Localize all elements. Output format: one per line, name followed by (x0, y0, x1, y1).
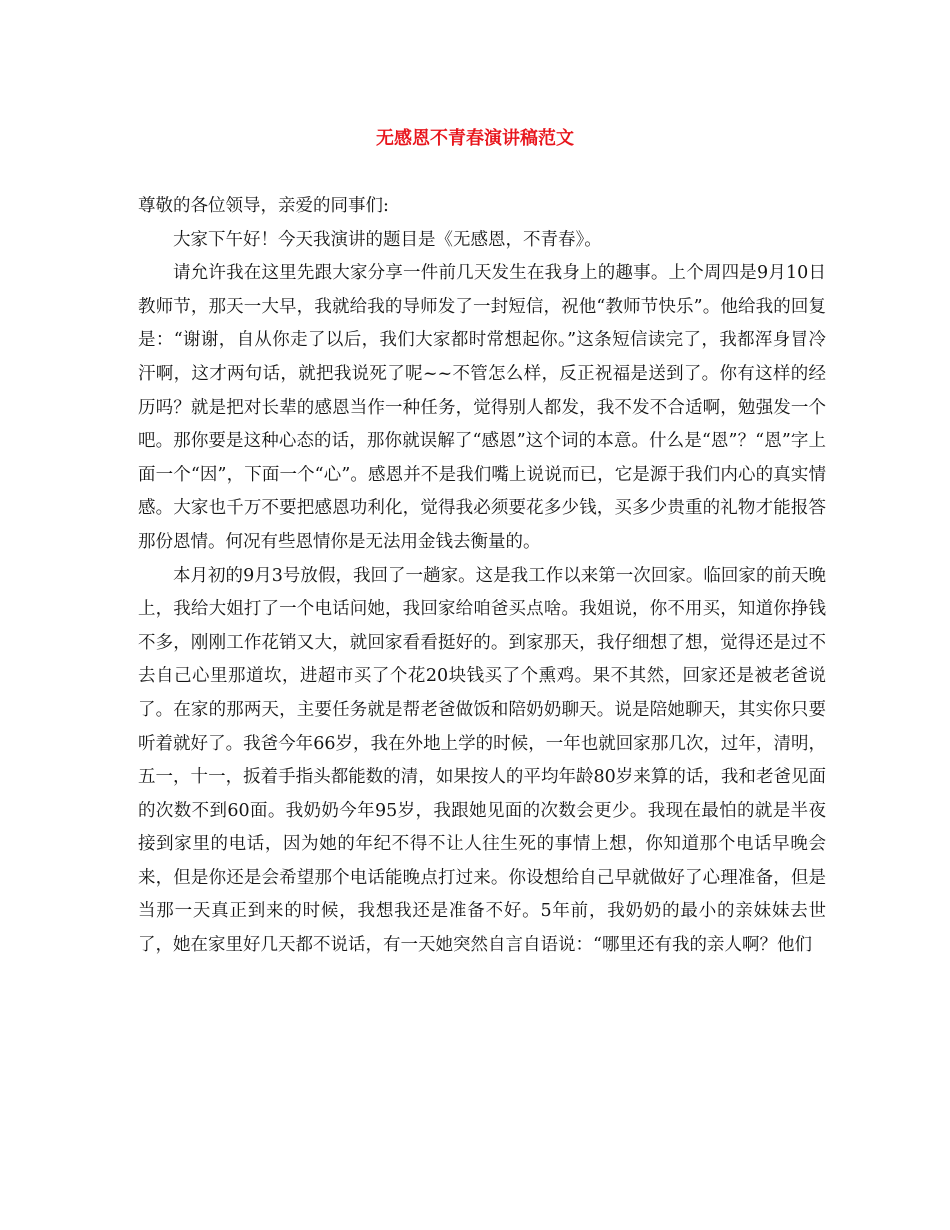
paragraph: 请允许我在这里先跟大家分享一件前几天发生在我身上的趣事。上个周四是9月10日教师节，那天一大早，我就给我的导师发了一封短信，祝他“教师节快乐”。他给我的回复是：“谢谢，自从你走了以后，我们大家都时常想起你。”这条短信读完了，我都浑身冒冷汗啊，这才两句话，就把我说死了呢~~不管怎么样，反正祝福是送到了。你有这样的经历吗？就是把对长辈的感恩当作一种任务，觉得别人都发，我不发不合适啊，勉强发一个吧。那你要是这种心态的话，那你就误解了“感恩”这个词的本意。什么是“恩”？“恩”字上面一个“因”，下面一个“心”。感恩并不是我们嘴上说说而已，它是源于我们内心的真实情感。大家也千万不要把感恩功利化，觉得我必须要花多少钱，买多少贵重的礼物才能报答那份恩情。何况有些恩情你是无法用金钱去衡量的。 (138, 263, 826, 552)
paragraph: 本月初的9月3号放假，我回了一趟家。这是我工作以来第一次回家。临回家的前天晚上，我给大姐打了一个电话问她，我回家给咱爸买点啥。我姐说，你不用买，知道你挣钱不多，刚刚工作花销又大，就回家看看挺好的。到家那天，我仔细想了想，觉得还是过不去自己心里那道坎，进超市买了个花20块钱买了个熏鸡。果不其然，回家还是被老爸说了。在家的那两天，主要任务就是帮老爸做饭和陪奶奶聊天。说是陪她聊天，其实你只要听着就好了。我爸今年66岁，我在外地上学的时候，一年也就回家那几次，过年，清明，五一，十一，扳着手指头都能数的清，如果按人的平均年龄80岁来算的话，我和老爸见面的次数不到60面。我奶奶今年95岁，我跟她见面的次数会更少。我现在最怕的就是半夜接到家里的电话，因为她的年纪不得不让人往生死的事情上想，你知道那个电话早晚会来，但是你还是会希望那个电话能晚点打过来。你设想给自己早就做好了心理准备，但是当那一天真正到来的时候，我想我还是准备不好。5年前，我奶奶的最小的亲妹妹去世了，她在家里好几天都不说话，有一天她突然自言自语说：“哪里还有我的亲人啊？他们 (138, 565, 826, 956)
paragraph: 大家下午好！今天我演讲的题目是《无感恩，不青春》。 (173, 229, 602, 250)
document-title: 无感恩不青春演讲稿范文 (376, 128, 574, 149)
document-body (138, 190, 826, 963)
salutation: 尊敬的各位领导，亲爱的同事们: (138, 196, 389, 216)
